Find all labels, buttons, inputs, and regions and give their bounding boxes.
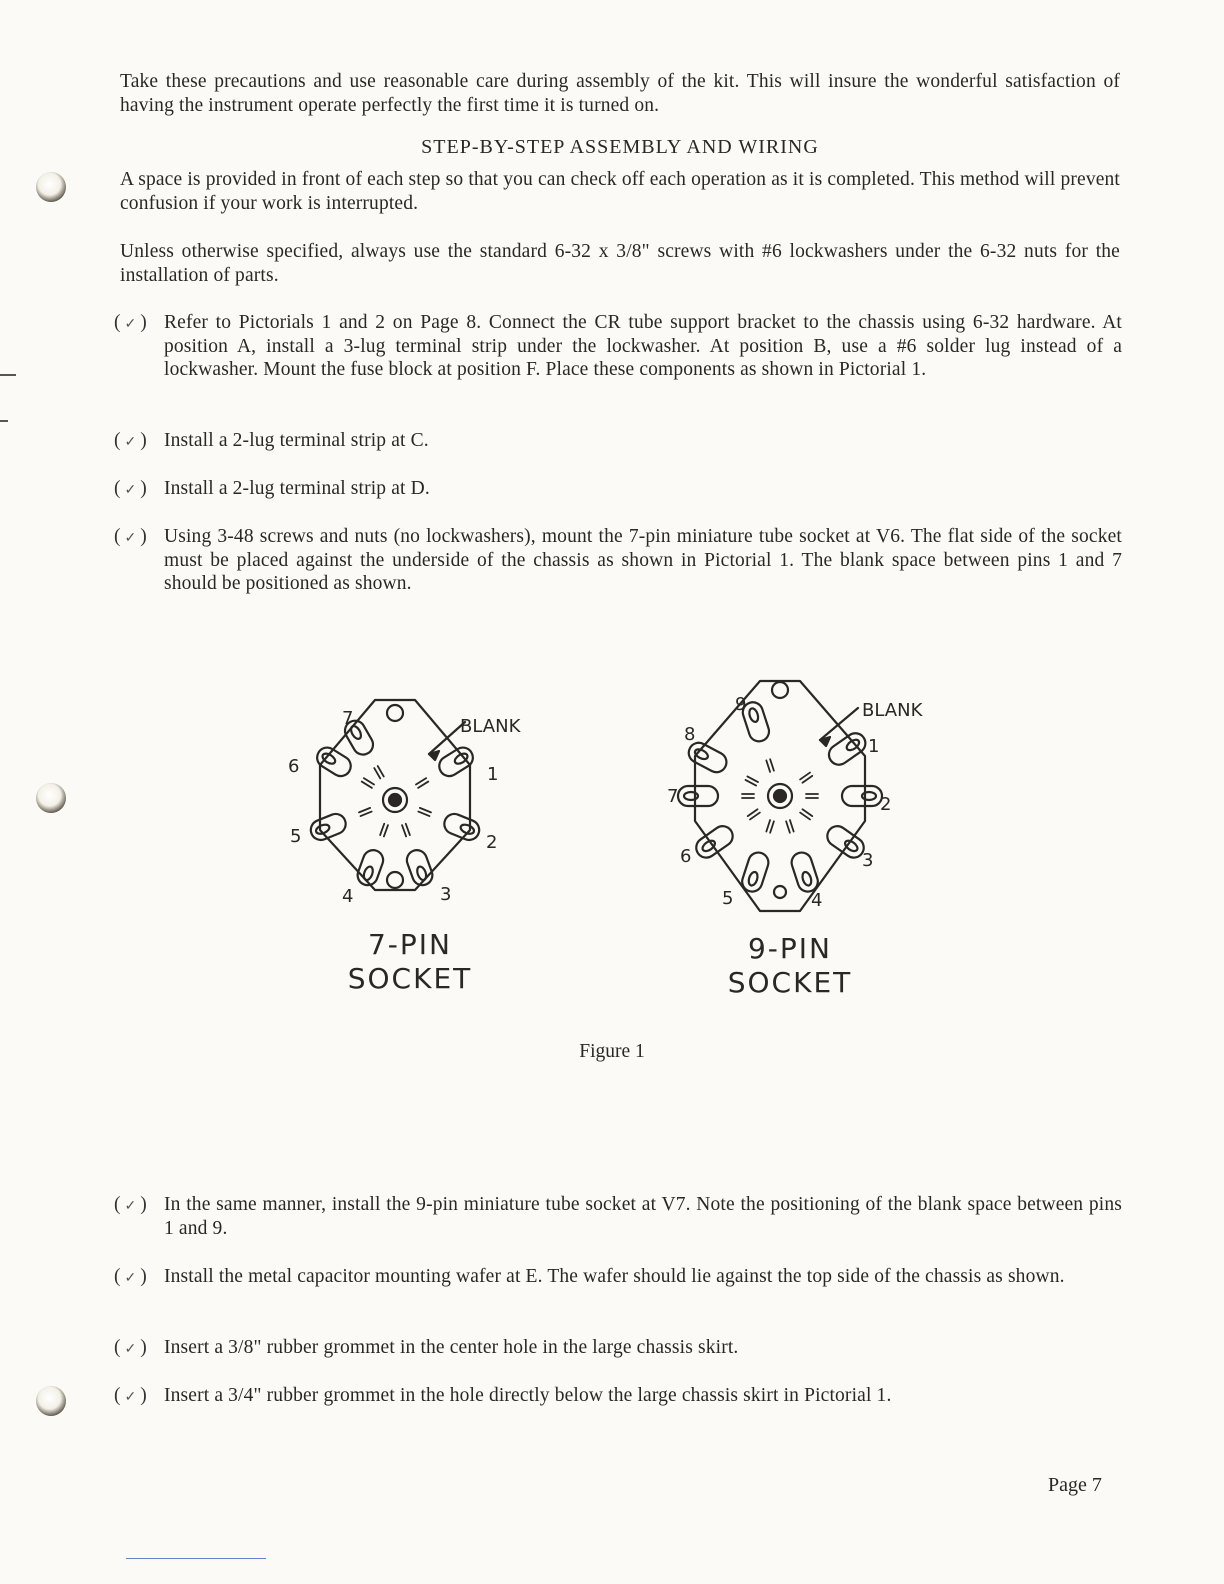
socket-title-line: 9-PIN xyxy=(747,932,832,965)
assembly-step xyxy=(114,525,1122,596)
step-text: Install a 2-lug terminal strip at D. xyxy=(164,478,430,499)
step-text: Insert a 3/4" rubber grommet in the hole directly below the large chassis skirt in Pictorial 1. xyxy=(164,1385,892,1406)
pin-label: 4 xyxy=(811,890,823,911)
socket-title-line: 7-PIN xyxy=(367,928,452,961)
step-checkbox[interactable]: ( ✓ ) xyxy=(114,312,147,333)
pin-label: 1 xyxy=(487,764,499,785)
pin-label: 9 xyxy=(735,694,747,715)
binder-hole-middle xyxy=(36,783,66,813)
pin-label: 3 xyxy=(440,884,452,905)
step-checkbox[interactable]: ( ✓ ) xyxy=(114,1337,147,1358)
assembly-step xyxy=(114,1384,1122,1408)
hardware-paragraph: Unless otherwise specified, always use the standard 6-32 x 3/8" screws with #6 lockwashers under the 6-32 nuts for the installation of parts. xyxy=(120,241,1120,286)
seven-pin-socket-title xyxy=(320,928,500,996)
step-checkbox[interactable]: ( ✓ ) xyxy=(114,1266,147,1287)
pin-label: 6 xyxy=(680,846,692,867)
nine-pin-socket-drawing xyxy=(678,681,882,911)
assembly-step xyxy=(114,1193,1122,1240)
edge-mark xyxy=(0,374,16,376)
step-text: Refer to Pictorials 1 and 2 on Page 8. Connect the CR tube support bracket to the chassis using 6-32 hardware. At position A, install a 3-lug terminal strip under the lockwasher. At position B, use a #6 solder lug instead of a lockwasher. Mount the fuse block at position F. Place these components as shown in Pictorial 1. xyxy=(164,312,1122,380)
check-mark-icon: ✓ xyxy=(124,1199,137,1214)
check-mark-icon: ✓ xyxy=(124,531,137,546)
pin-label: 3 xyxy=(862,850,874,871)
intro-paragraph: Take these precautions and use reasonable care during assembly of the kit. This will insure the wonderful satisfaction of having the instrument operate perfectly the first time it is turned on. xyxy=(120,71,1120,116)
socket-title-line: SOCKET xyxy=(727,966,853,999)
assembly-step xyxy=(114,311,1122,382)
nine-pin-socket-title xyxy=(700,932,880,1000)
instructions-paragraph: A space is provided in front of each step so that you can check off each operation as it is completed. This method will prevent confusion if your work is interrupted. xyxy=(120,169,1120,214)
page-number: Page 7 xyxy=(1048,1474,1102,1496)
section-heading: STEP-BY-STEP ASSEMBLY AND WIRING xyxy=(421,136,819,158)
step-checkbox[interactable]: ( ✓ ) xyxy=(114,1194,147,1215)
pin-label: 8 xyxy=(684,724,696,745)
step-checkbox[interactable]: ( ✓ ) xyxy=(114,1385,147,1406)
check-mark-icon: ✓ xyxy=(124,1271,137,1286)
binder-hole-bottom xyxy=(36,1386,66,1416)
pin-label: 5 xyxy=(722,888,734,909)
pin-label: 4 xyxy=(342,886,354,907)
blank-label-9pin: BLANK xyxy=(862,700,923,721)
step-checkbox[interactable]: ( ✓ ) xyxy=(114,526,147,547)
pin-label: 7 xyxy=(342,708,354,729)
step-text: Install the metal capacitor mounting wafer at E. The wafer should lie against the top side of the chassis as shown. xyxy=(164,1266,1065,1287)
seven-pin-socket-drawing xyxy=(308,700,482,890)
scan-artifact-line xyxy=(126,1558,266,1559)
assembly-step xyxy=(114,1265,1122,1289)
pin-label: 5 xyxy=(290,826,302,847)
assembly-step xyxy=(114,1336,1122,1360)
pin-label: 6 xyxy=(288,756,300,777)
pin-label: 1 xyxy=(868,736,880,757)
check-mark-icon: ✓ xyxy=(124,1390,137,1405)
figure-socket-diagrams xyxy=(270,670,930,1010)
assembly-step xyxy=(114,477,1122,501)
pin-label: 2 xyxy=(880,794,892,815)
binder-hole-top xyxy=(36,172,66,202)
step-checkbox[interactable]: ( ✓ ) xyxy=(114,478,147,499)
pin-label: 2 xyxy=(486,832,498,853)
check-mark-icon: ✓ xyxy=(124,317,137,332)
check-mark-icon: ✓ xyxy=(124,1342,137,1357)
edge-mark xyxy=(0,420,8,422)
step-text: In the same manner, install the 9-pin miniature tube socket at V7. Note the positioning of the blank space between pins 1 and 9. xyxy=(164,1194,1122,1239)
pin-label: 7 xyxy=(667,786,679,807)
blank-label-7pin: BLANK xyxy=(460,716,521,737)
check-mark-icon: ✓ xyxy=(124,435,137,450)
step-text: Install a 2-lug terminal strip at C. xyxy=(164,430,429,451)
step-text: Using 3-48 screws and nuts (no lockwashers), mount the 7-pin miniature tube socket at V6. The flat side of the socket must be placed against the underside of the chassis as shown in Pictorial 1. The blank space between pins 1 and 7 should be positioned as shown. xyxy=(164,526,1122,594)
step-checkbox[interactable]: ( ✓ ) xyxy=(114,430,147,451)
check-mark-icon: ✓ xyxy=(124,483,137,498)
assembly-step xyxy=(114,429,1122,453)
step-text: Insert a 3/8" rubber grommet in the center hole in the large chassis skirt. xyxy=(164,1337,739,1358)
socket-title-line: SOCKET xyxy=(347,962,473,995)
figure-caption: Figure 1 xyxy=(579,1041,645,1062)
